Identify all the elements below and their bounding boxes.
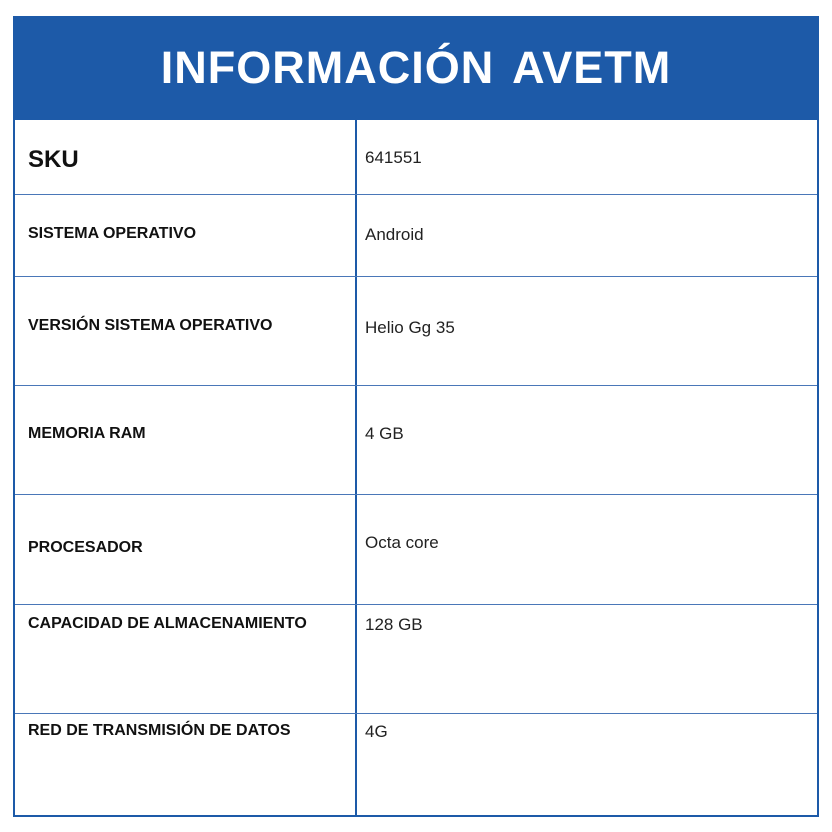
- page-title: INFORMACIÓN AVETM: [160, 42, 672, 93]
- spec-value: 641551: [365, 148, 422, 167]
- spec-label: SKU: [28, 146, 79, 173]
- spec-value: Android: [365, 225, 424, 244]
- spec-row-sku: [15, 120, 817, 195]
- spec-sheet: [13, 16, 819, 817]
- spec-label: MEMORIA RAM: [28, 425, 146, 442]
- spec-label: RED DE TRANSMISIÓN DE DATOS: [28, 722, 291, 739]
- spec-label: VERSIÓN SISTEMA OPERATIVO: [28, 317, 273, 334]
- spec-label: SISTEMA OPERATIVO: [28, 225, 197, 242]
- spec-label: PROCESADOR: [28, 539, 143, 556]
- spec-value: Octa core: [365, 533, 439, 552]
- spec-value: 4 GB: [365, 424, 404, 443]
- spec-row-os-version: [15, 277, 817, 386]
- spec-row-network: [15, 714, 817, 815]
- spec-row-processor: [15, 495, 817, 605]
- spec-table: [13, 120, 819, 817]
- spec-value: 128 GB: [365, 615, 423, 634]
- spec-row-storage: [15, 605, 817, 714]
- spec-value: 4G: [365, 722, 388, 741]
- spec-label: CAPACIDAD DE ALMACENAMIENTO: [28, 615, 307, 632]
- spec-row-os: [15, 195, 817, 277]
- spec-row-ram: [15, 386, 817, 495]
- spec-value: Helio Gg 35: [365, 318, 455, 337]
- header-banner: [13, 16, 819, 120]
